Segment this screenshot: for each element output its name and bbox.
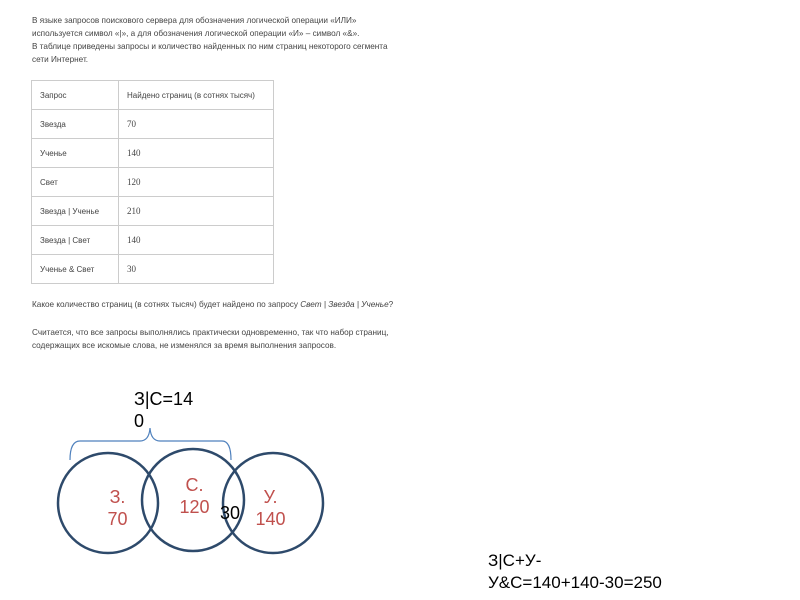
- question-suffix: ?: [388, 300, 394, 309]
- note-text: Считается, что все запросы выполнялись практически одновременно, так что набор страниц, содержащих все искомые слова, не изменялся за время выполнения запросов.: [32, 328, 389, 350]
- intro-paragraph-2: В таблице приведены запросы и количество найденных по ним страниц некоторого сегмента сети Интернет.: [32, 42, 388, 64]
- label-value: 120: [179, 497, 210, 517]
- cell-query: Звезда: [32, 110, 119, 139]
- header-pages: Найдено страниц (в сотнях тысяч): [119, 81, 274, 110]
- cell-query: Ученье & Свет: [32, 255, 119, 284]
- label-value: 140: [255, 509, 286, 529]
- formula-line2: У&С=140+140-30=250: [488, 573, 662, 592]
- cell-query: Звезда | Свет: [32, 226, 119, 255]
- formula-line1: З|С+У-: [488, 551, 542, 570]
- bracket-label-line2: 0: [134, 411, 145, 431]
- cell-query: Звезда | Ученье: [32, 197, 119, 226]
- bracket-label-line1: З|С=14: [134, 389, 194, 409]
- label-svet: [172, 474, 217, 518]
- label-zvezda: [95, 486, 140, 530]
- cell-pages: 70: [119, 110, 274, 139]
- formula: [488, 550, 662, 594]
- label-name: З.: [109, 487, 126, 507]
- question-prefix: Какое количество страниц (в сотнях тысяч) будет найдено по запросу: [32, 300, 301, 309]
- label-uchenye: [248, 486, 293, 530]
- cell-pages: 120: [119, 168, 274, 197]
- cell-query: Ученье: [32, 139, 119, 168]
- label-value: 70: [107, 509, 128, 529]
- cell-pages: 140: [119, 226, 274, 255]
- cell-pages: 210: [119, 197, 274, 226]
- label-name: У.: [263, 487, 278, 507]
- cell-pages: 30: [119, 255, 274, 284]
- question-query: Свет | Звезда | Ученье: [300, 300, 389, 309]
- intersection-label: 30: [220, 503, 241, 523]
- intro-paragraph-1: В языке запросов поискового сервера для обозначения логической операции «ИЛИ» используется символ «|», а для обозначения логической операции «И» – символ «&».: [32, 16, 360, 38]
- header-query: Запрос: [32, 81, 119, 110]
- cell-pages: 140: [119, 139, 274, 168]
- cell-query: Свет: [32, 168, 119, 197]
- label-name: С.: [185, 475, 204, 495]
- bracket-label: [134, 388, 193, 432]
